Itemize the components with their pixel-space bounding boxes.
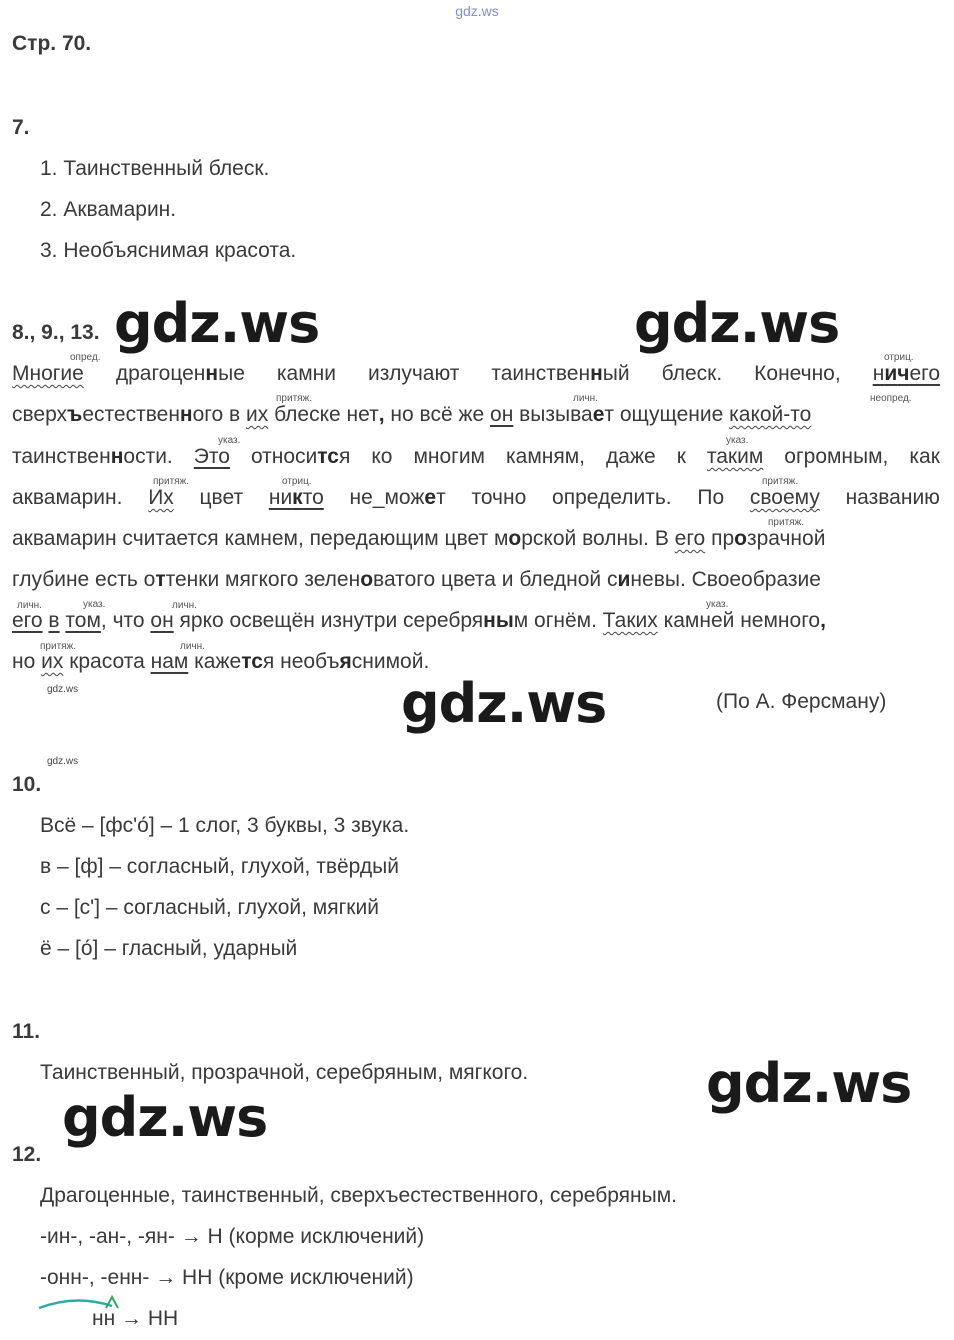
text-fragment: е: [592, 403, 605, 426]
text-fragment: ого в: [192, 403, 246, 426]
text-fragment: глубине есть о: [12, 568, 156, 591]
text-fragment: н: [179, 403, 193, 426]
word: Конечно,: [754, 362, 841, 385]
word: определить.: [552, 486, 672, 509]
task-12-number: 12.: [12, 1143, 42, 1166]
text-fragment: вызыва: [513, 403, 593, 426]
task-10-line-1: Всё – [фс'о́] – 1 слог, 3 буквы, 3 звука.: [40, 814, 410, 837]
text-fragment: ,: [820, 609, 826, 632]
annotation-prityazh: притяж.: [40, 641, 77, 652]
task-8-9-13-number: 8., 9., 13.: [12, 321, 100, 344]
text-fragment: ватого цвета и бледной с: [373, 568, 618, 591]
text-fragment: ся камнем, передающим цвет м: [196, 527, 509, 550]
page-title: Стр. 70.: [12, 32, 92, 55]
annotation-prityazh: притяж.: [768, 517, 805, 528]
word: точно: [471, 486, 527, 509]
word: излучают: [367, 362, 460, 385]
text-fragment: тс: [241, 650, 263, 673]
word: камни: [276, 362, 336, 385]
annotation-lichn: личн.: [180, 641, 205, 652]
text-fragment: ъ: [67, 403, 83, 426]
watermark-small: gdz.ws: [47, 684, 79, 695]
text-fragment: снимой.: [351, 650, 430, 673]
word: ко: [371, 445, 393, 468]
paragraph-line-7: [12, 609, 940, 633]
text-fragment: и: [617, 568, 631, 591]
text-fragment: нам: [150, 650, 189, 673]
annotation-ukaz: указ.: [706, 599, 729, 610]
text-fragment: Таких: [602, 609, 658, 632]
text-fragment: том: [65, 609, 101, 632]
paragraph-line-2: [12, 403, 940, 427]
author-attribution: (По А. Ферсману): [716, 690, 887, 713]
watermark-logo: gdz.ws: [62, 1086, 268, 1149]
text-fragment: о: [508, 527, 522, 550]
word: Это: [193, 445, 230, 468]
text-fragment: сверх: [12, 403, 68, 426]
annotation-otric: отриц.: [282, 476, 312, 487]
task-7-line-3: 3. Необъяснимая красота.: [40, 239, 297, 262]
text-fragment: ,: [378, 403, 385, 426]
text-fragment: невы. Своеобразие: [630, 568, 821, 591]
word: Многие: [12, 362, 84, 385]
text-fragment: какой-то: [729, 403, 812, 426]
text-fragment: рской волны. В: [521, 527, 675, 550]
task-12-line-3: -онн-, -енн- → НН (кроме исключений): [40, 1266, 414, 1289]
text-fragment: их: [41, 650, 64, 673]
text-fragment: зрачной: [746, 527, 826, 550]
word: таинственный: [491, 362, 630, 385]
word: названию: [845, 486, 940, 509]
task-10-number: 10.: [12, 773, 42, 796]
word: огромным,: [784, 445, 889, 468]
text-fragment: он: [150, 609, 174, 632]
text-fragment: пр: [705, 527, 735, 550]
paragraph-line-6: [12, 568, 940, 592]
text-fragment: о: [360, 568, 374, 591]
text-fragment: ярко освещён изнутри серебря: [173, 609, 484, 632]
word: аквамарин.: [12, 486, 123, 509]
annotation-prityazh: притяж.: [762, 476, 799, 487]
text-fragment: он: [490, 403, 514, 426]
task-10-line-3: с – [с'] – согласный, глухой, мягкий: [40, 896, 379, 919]
text-fragment: его: [674, 527, 706, 550]
paragraph-line-8: [12, 650, 940, 674]
word: блеск.: [661, 362, 723, 385]
top-watermark: gdz.ws: [455, 3, 499, 19]
task-7-line-2: 2. Аквамарин.: [40, 198, 177, 221]
text-fragment: я необъ: [262, 650, 340, 673]
text-fragment: тенки мягкого зелен: [165, 568, 361, 591]
word: драгоценные: [115, 362, 245, 385]
watermark-logo: gdz.ws: [401, 672, 607, 735]
word: таким: [706, 445, 764, 468]
watermark-logo: gdz.ws: [114, 292, 320, 355]
watermark-small: gdz.ws: [47, 756, 79, 767]
task-7-line-1: 1. Таинственный блеск.: [40, 157, 270, 180]
text-fragment: ны: [483, 609, 514, 632]
annotation-lichn: личн.: [17, 600, 42, 611]
annotation-lichn: личн.: [172, 600, 197, 611]
text-fragment: их: [246, 403, 269, 426]
annotation-ukaz: указ.: [726, 435, 749, 446]
text-fragment: о: [734, 527, 747, 550]
task-7-number: 7.: [12, 116, 30, 139]
word: цвет: [199, 486, 244, 509]
word: ничего: [872, 362, 940, 385]
annotation-ukaz: указ.: [218, 435, 241, 446]
text-fragment: но: [12, 650, 42, 673]
task-10-line-2: в – [ф] – согласный, глухой, твёрдый: [40, 855, 399, 878]
watermark-logo: gdz.ws: [634, 292, 840, 355]
text-fragment: камней немного: [657, 609, 821, 632]
word: к: [676, 445, 686, 468]
paragraph-line-5: [12, 527, 940, 551]
annotation-neopred: неопред.: [870, 393, 912, 404]
task-10-line-4: ё – [о́] – гласный, ударный: [40, 937, 298, 960]
word: своему: [749, 486, 820, 509]
text-fragment: т ощущение: [604, 403, 730, 426]
text-fragment: аквамарин считает: [12, 527, 197, 550]
word: камням,: [506, 445, 586, 468]
word: Их: [148, 486, 174, 509]
text-fragment: красота: [63, 650, 151, 673]
annotation-ukaz: указ.: [83, 599, 106, 610]
task-11-line-1: Таинственный, прозрачной, серебряным, мягкого.: [40, 1061, 529, 1084]
word: таинственности.: [12, 445, 173, 468]
word: никто: [268, 486, 324, 509]
text-fragment: м огнём.: [513, 609, 603, 632]
text-fragment: каже: [188, 650, 242, 673]
annotation-otric: отриц.: [884, 352, 914, 363]
text-fragment: блеске нет: [268, 403, 379, 426]
task-12-line-2: -ин-, -ан-, -ян- → Н (корме исключений): [40, 1225, 425, 1248]
watermark-logo: gdz.ws: [706, 1052, 912, 1115]
text-fragment: его: [12, 609, 43, 632]
task-11-number: 11.: [12, 1020, 41, 1043]
text-fragment: я: [339, 650, 352, 673]
text-fragment: , что: [100, 609, 151, 632]
text-fragment: т: [155, 568, 166, 591]
text-fragment: естествен: [82, 403, 180, 426]
word: относится: [250, 445, 351, 468]
word: как: [909, 445, 940, 468]
annotation-prityazh: притяж.: [276, 393, 313, 404]
word: не_может: [349, 486, 446, 509]
word: По: [697, 486, 725, 509]
paragraph-line-1: [12, 362, 940, 386]
annotation-prityazh: притяж.: [153, 476, 190, 487]
paragraph-line-3: [12, 445, 940, 469]
text-fragment: в: [48, 609, 60, 632]
annotation-opred: опред.: [70, 352, 101, 363]
word: даже: [606, 445, 656, 468]
text-fragment: но всё же: [384, 403, 491, 426]
task-12-line-1: Драгоценные, таинственный, сверхъестественного, серебряным.: [40, 1184, 678, 1207]
word: многим: [413, 445, 485, 468]
annotation-lichn: личн.: [573, 393, 598, 404]
paragraph-line-4: [12, 486, 940, 510]
task-12-line-4: нн → НН: [92, 1307, 179, 1330]
